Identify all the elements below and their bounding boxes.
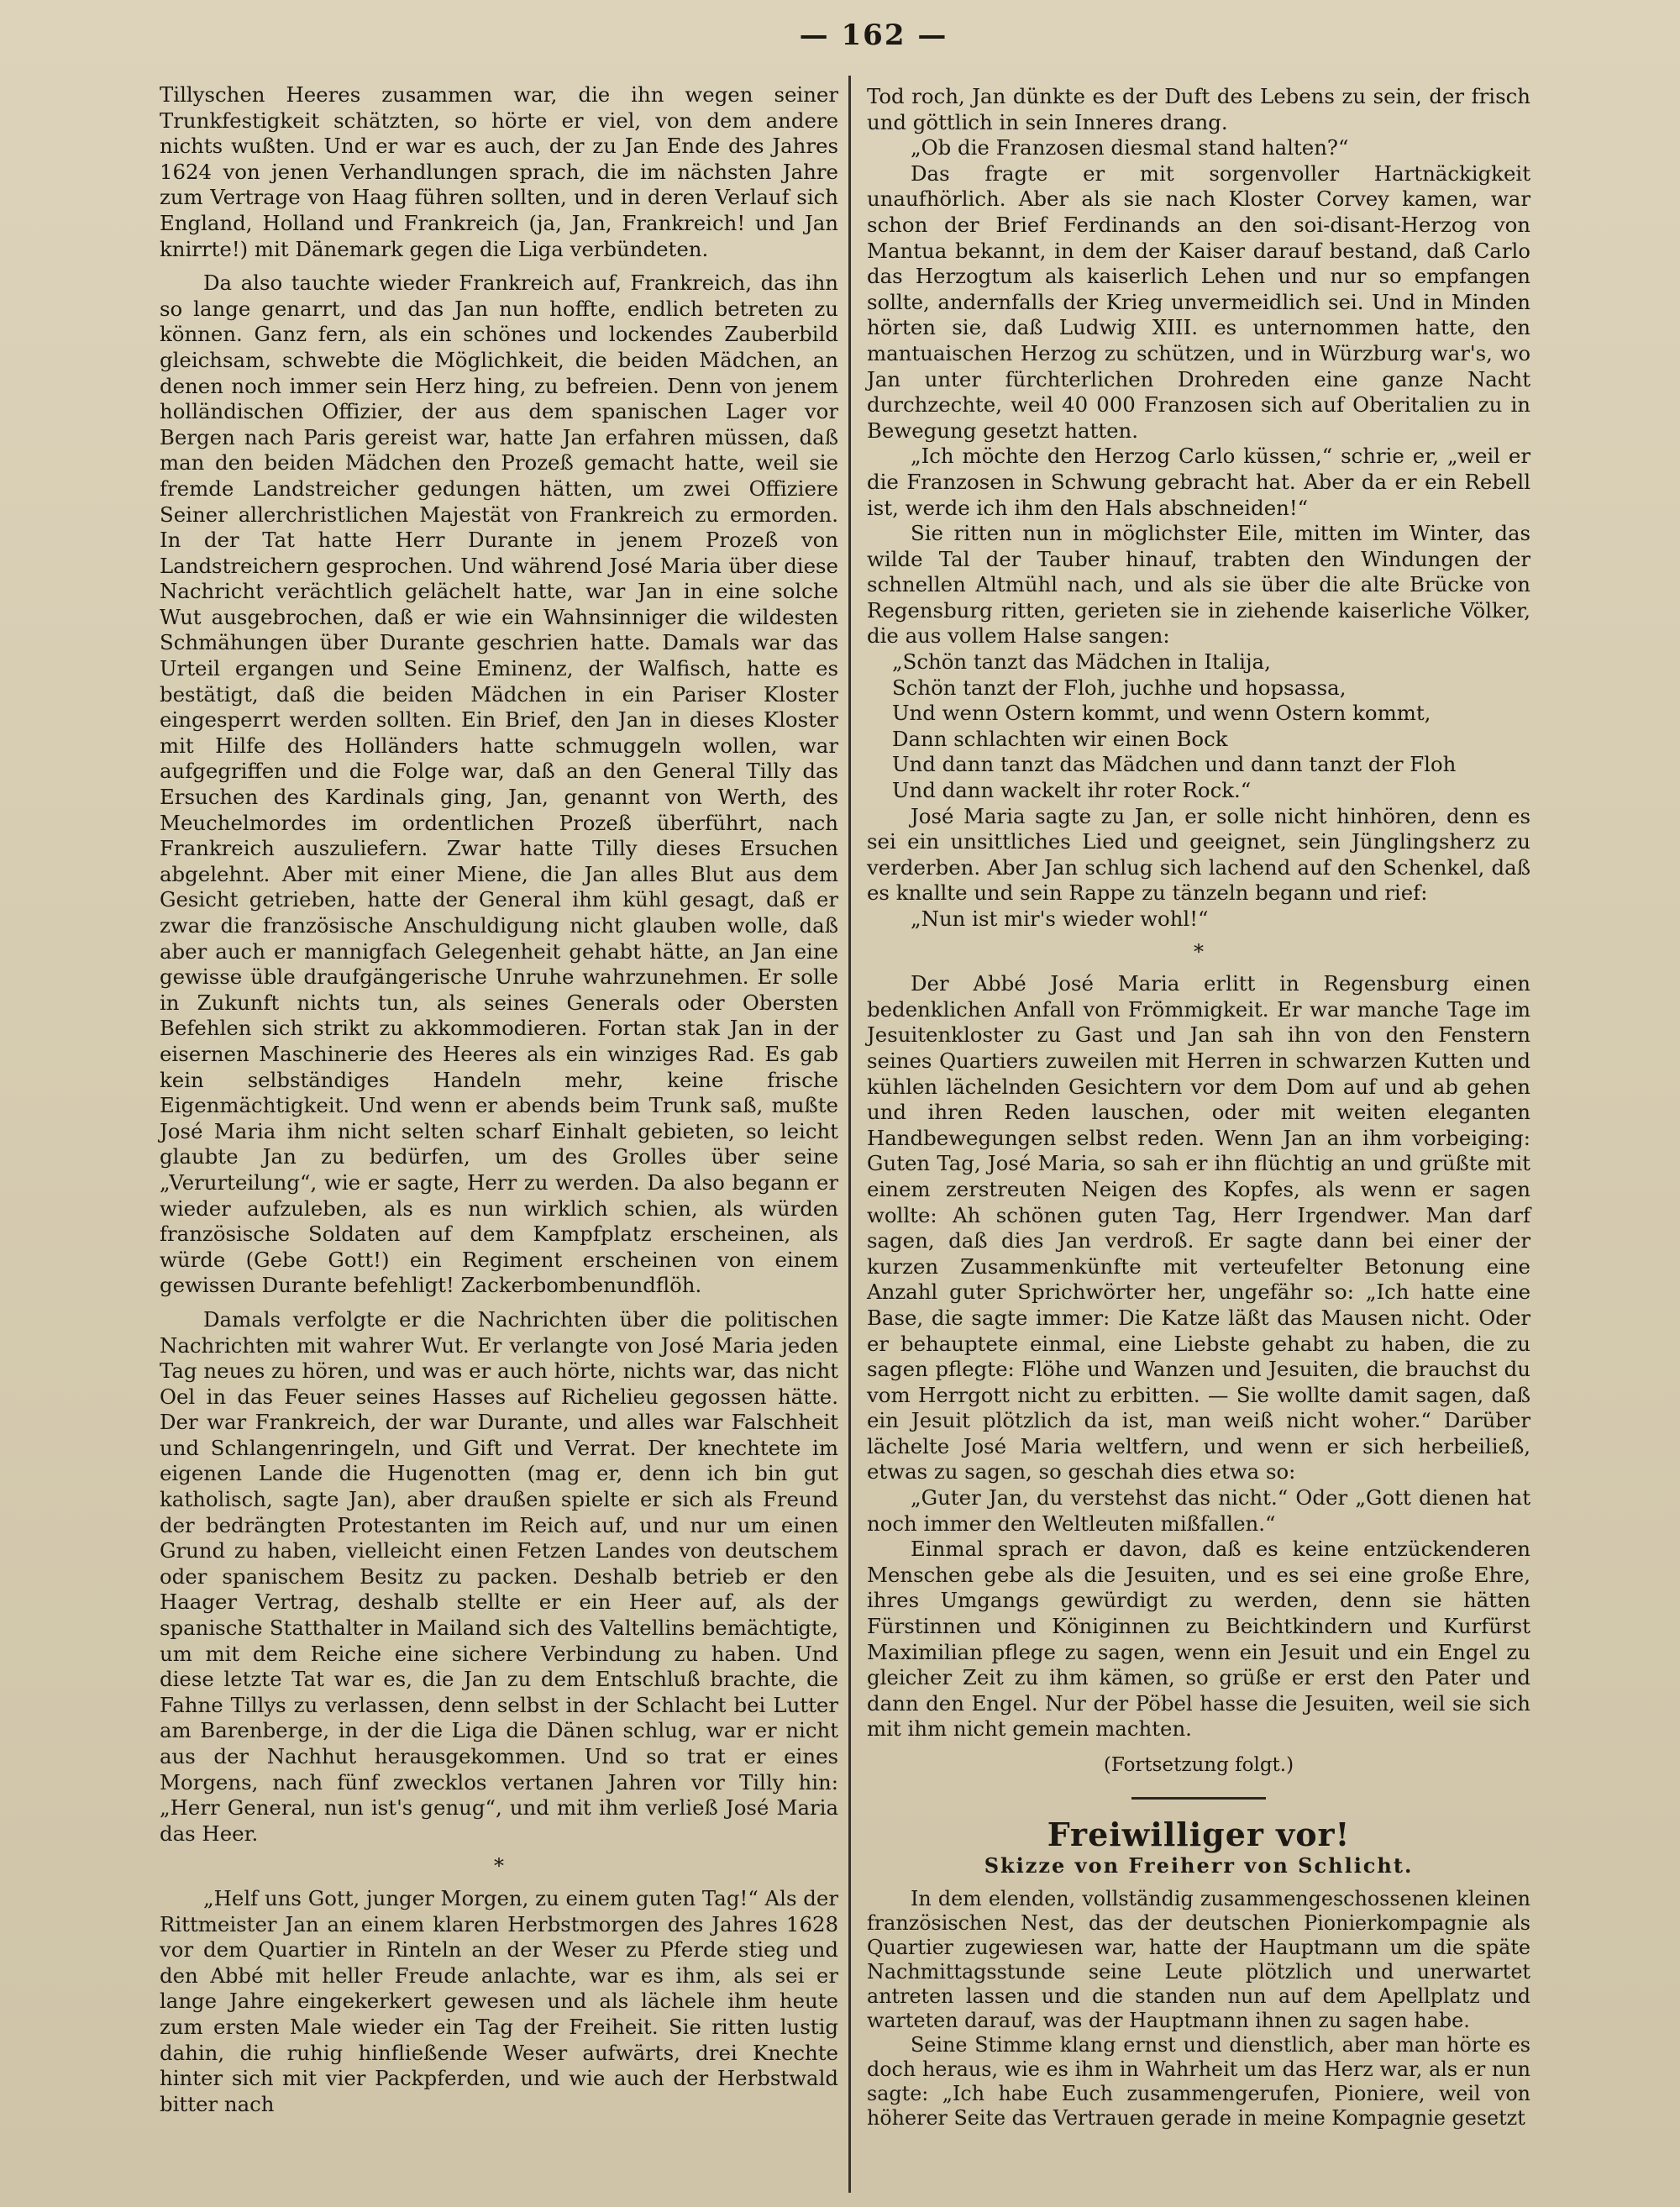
paragraph: Sie ritten nun in möglichster Eile, mitten im Winter, das wilde Tal der Tauber hinauf, trabten den Windungen der schnellen Altmühl nach, und als sie über die alte Brücke von Regensburg ritten, gerieten sie in ziehende kaiserliche Völker, die aus vollem Halse sangen: xyxy=(867,521,1530,649)
section-divider-star: * xyxy=(494,1854,504,1879)
paragraph: Einmal sprach er davon, daß es keine entzückenderen Menschen gebe als die Jesuiten, und es sei eine große Ehre, ihres Umgangs gewürdigt zu werden, denn sie hätten Fürstinnen und Königinnen zu Beichtkindern und Kurfürst Maximilian pflege zu sagen, wenn ein Jesuit und ein Engel zu gleicher Zeit zu ihm kämen, so grüße er erst den Pater und dann den Engel. Nur der Pöbel hasse die Jesuiten, weil sie sich mit ihm nicht gemein machten. xyxy=(867,1537,1530,1742)
paragraph: Seine Stimme klang ernst und dienstlich, aber man hörte es doch heraus, wie es ihm in Wahrheit um das Herz war, als er nun sagte: „Ich habe Euch zusammengerufen, Pioniere, weil von höherer Seite das Vertrauen gerade in meine Kompagnie gesetzt xyxy=(867,2033,1530,2131)
verse-line: Und dann tanzt das Mädchen und dann tanzt der Floh xyxy=(892,752,1457,777)
paragraph: In dem elenden, vollständig zusammengeschossenen kleinen französischen Nest, das der deutschen Pionierkompagnie als Quartier zugewiesen war, hatte der Hauptmann um die späte Nachmittagsstunde seine Leute plötzlich und unerwartet antreten lassen und die standen nun auf dem Apellplatz und warteten darauf, was der Hauptmann ihnen zu sagen habe. xyxy=(867,1887,1530,2033)
left-column xyxy=(160,82,838,2183)
section-divider-star: * xyxy=(1194,939,1204,964)
paragraph: Tod roch, Jan dünkte es der Duft des Lebens zu sein, der frisch und göttlich in sein Inneres drang. xyxy=(867,84,1530,134)
paragraph: Damals verfolgte er die Nachrichten über die politischen Nachrichten mit wahrer Wut. Er verlangte von José Maria jeden Tag neues zu hören, und was er auch hörte, nichts war, das nicht Oel in das Feuer seines Hasses auf Richelieu gegossen hätte. Der war Frankreich, der war Durante, und alles war Falschheit und Schlangenringeln, und Gift und Verrat. Der knechtete im eigenen Lande die Hugenotten (mag er, denn ich bin gut katholisch, sagte Jan), aber draußen spielte er sich als Freund der bedrängten Protestanten im Reich auf, und nur um einen Grund zu haben, vielleicht einen Fetzen Landes von deutschem oder spanischem Besitz zu packen. Deshalb betrieb er den Haager Vertrag, deshalb stellte er ein Heer auf, als der spanische Statthalter in Mailand sich des Valtellins bemächtigte, um mit dem Reiche eine sichere Verbindung zu haben. Und diese letzte Tat war es, die Jan zu dem Entschluß brachte, die Fahne Tillys zu verlassen, denn selbst in der Schlacht bei Lutter am Barenberge, in der die Liga die Dänen schlug, war er nicht aus der Nachhut herausgekommen. Und so trat er eines Morgens, nach fünf zwecklos vertanen Jahren vor Tilly hin: „Herr General, nun ist's genug“, und mit ihm verließ José Maria das Heer. xyxy=(160,1306,838,1846)
paragraph: Tillyschen Heeres zusammen war, die ihn wegen seiner Trunkfestigkeit schätzten, so hörte er viel, von dem andere nichts wußten. Und er war es auch, der zu Jan Ende des Jahres 1624 von jenen Verhandlungen sprach, die im nächsten Jahre zum Vertrage von Haag führen sollten, und in deren Verlauf sich England, Holland und Frankreich (ja, Jan, Frankreich! und Jan knirrte!) mit Dänemark gegen die Liga verbündeten. xyxy=(160,82,838,261)
paragraph: „Nun ist mir's wieder wohl!“ xyxy=(911,906,1209,931)
paragraph: Das fragte er mit sorgenvoller Hartnäckigkeit unaufhörlich. Aber als sie nach Kloster Corvey kamen, war schon der Brief Ferdinands an den soi-disant-Herzog von Mantua bekannt, in dem der Kaiser darauf bestand, daß Carlo das Herzogtum als kaiserlich Lehen und nur so empfangen sollte, andernfalls der Krieg unvermeidlich sei. Und in Minden hörten sie, daß Ludwig XIII. es unternommen hatte, den mantuaischen Herzog zu schützen, und in Würzburg war's, wo Jan unter fürchterlichen Drohreden eine ganze Nacht durchzechte, weil 40 000 Franzosen sich auf Oberitalien zu in Bewegung gesetzt hatten. xyxy=(867,160,1530,443)
verse-line: Schön tanzt der Floh, juchhe und hopsassa, xyxy=(892,675,1347,700)
paragraph: Der Abbé José Maria erlitt in Regensburg einen bedenklichen Anfall von Frömmigkeit. Er war manche Tage im Jesuitenkloster zu Gast und Jan sah ihn von den Fenstern seines Quartiers zuweilen mit Herren in schwarzen Kutten und kühlen lächelnden Gesichtern vor dem Dom auf und ab gehen und ihren Reden lauschen, oder mit weiten eleganten Handbewegungen selbst reden. Wenn Jan an ihm vorbeiging: Guten Tag, José Maria, so sah er ihn flüchtig an und grüßte mit einem zerstreuten Neigen des Kopfes, als wenn er sagen wollte: Ah schönen guten Tag, Herr Irgendwer. Man darf sagen, daß dies Jan verdroß. Er sagte dann bei einer der kurzen Zusammenkünfte mit verteufelter Betonung eine Anzahl guter Sprichwörter her, ungefähr so: „Ich hatte eine Base, die sagte immer: Die Katze läßt das Mausen nicht. Oder er behauptete einmal, eine Liebste gehabt zu haben, die zu sagen pflegte: Flöhe und Wanzen und Jesuiten, die brauchst du vom Herrgott nicht zu erbitten. — Sie wollte damit sagen, daß ein Jesuit plötzlich da ist, man weiß nicht woher.“ Darüber lächelte José Maria weltfern, und wenn er sich herbeiließ, etwas zu sagen, so geschah dies etwa so: xyxy=(867,971,1530,1484)
paragraph: „Ich möchte den Herzog Carlo küssen,“ schrie er, „weil er die Franzosen in Schwung gebracht hat. Aber da er ein Rebell ist, werde ich ihm den Hals abschneiden!“ xyxy=(867,444,1530,520)
verse-line: Und wenn Ostern kommt, und wenn Ostern kommt, xyxy=(892,701,1431,726)
paragraph: José Maria sagte zu Jan, er solle nicht hinhören, denn es sei ein unsittliches Lied und geeignet, sein Jünglingsherz zu verderben. Aber Jan schlug sich lachend auf den Schenkel, daß es knallte und sein Rappe zu tänzeln begann und rief: xyxy=(867,803,1530,906)
verse-line: „Schön tanzt das Mädchen in Italija, xyxy=(892,649,1271,675)
right-column xyxy=(867,84,1530,2193)
story-title: Freiwilliger vor! xyxy=(1047,1815,1351,1853)
paragraph: Da also tauchte wieder Frankreich auf, Frankreich, das ihn so lange genarrt, und das Jan nun hoffte, endlich betreten zu können. Ganz fern, als ein schönes und lockendes Zauberbild gleichsam, schwebte die Möglichkeit, die beiden Mädchen, an denen noch immer sein Herz hing, zu befreien. Denn von jenem holländischen Offizier, der aus dem spanischen Lager vor Bergen nach Paris gereist war, hatte Jan erfahren müssen, daß man den beiden Mädchen den Prozeß gemacht hatte, weil sie fremde Landstreicher gedungen hätten, um zwei Offiziere Seiner allerchristlichen Majestät von Frankreich zu ermorden. In der Tat hatte Herr Durante in jenem Prozeß von Landstreichern gesprochen. Und während José Maria über diese Nachricht verächtlich gelächelt hatte, war Jan in eine solche Wut ausgebrochen, daß er wie ein Wahnsinniger die wildesten Schmähungen über Durante geschrien hatte. Damals war das Urteil ergangen und Seine Eminenz, der Walfisch, hatte es bestätigt, daß die beiden Mädchen in ein Pariser Kloster eingesperrt werden sollten. Ein Brief, den Jan in dieses Kloster mit Hilfe des Holländers hatte schmuggeln wollen, war aufgegriffen und die Folge war, daß an den General Tilly das Ersuchen des Kardinals ging, Jan, genannt von Werth, des Meuchelmordes im ordentlichen Prozeß überführt, nach Frankreich auszuliefern. Zwar hatte Tilly dieses Ersuchen abgelehnt. Aber mit einer Miene, die Jan alles Blut aus dem Gesicht getrieben, hatte der General ihm kühl gesagt, daß er zwar die französische Anschuldigung nicht glauben wolle, daß aber auch er mannigfach Gelegenheit gehabt hätte, an Jan eine gewisse üble draufgängerische Unruhe wahrzunehmen. Er solle in Zukunft nichts tun, als seines Generals oder Obersten Befehlen sich strikt zu akkommodieren. Fortan stak Jan in der eisernen Maschinerie des Heeres als ein winziges Rad. Es gab kein selbständiges Handeln mehr, keine frische Eigenmächtigkeit. Und wenn er abends beim Trunk saß, mußte José Maria ihm nicht selten scharf Einhalt gebieten, so leicht glaubte Jan zu bedürfen, um des Grolles über seine „Verurteilung“, wie er sagte, Herr zu werden. Da also begann er wieder aufzuleben, als es nun wirklich schien, als würden französische Soldaten auf dem Kampfplatz erscheinen, als würde (Gebe Gott!) ein Regiment erscheinen von einem gewissen Durante befehligt! Zackerbombenundflöh. xyxy=(160,271,838,1298)
continued-note: (Fortsetzung folgt.) xyxy=(1103,1754,1294,1776)
story-body xyxy=(867,1887,1530,2131)
page-number: — 162 — xyxy=(799,18,948,52)
paragraph: „Helf uns Gott, junger Morgen, zu einem guten Tag!“ Als der Rittmeister Jan an einem klaren Herbstmorgen des Jahres 1628 vor dem Quartier in Rinteln an der Weser zu Pferde stieg und den Abbé mit heller Freude anlachte, war es ihm, als sei er lange Jahre eingekerkert gewesen und als lächele ihm heute zum ersten Male wieder ein Tag der Freiheit. Sie ritten lustig dahin, die ruhig hinfließende Weser aufwärts, drei Knechte hinter sich mit vier Packpferden, und wie auch der Herbstwald bitter nach xyxy=(160,1885,838,2116)
story-byline: Skizze von Freiherr von Schlicht. xyxy=(984,1852,1414,1878)
paragraph: „Ob die Franzosen diesmal stand halten?“ xyxy=(911,135,1349,160)
song-verse xyxy=(867,649,1530,804)
verse-line: Dann schlachten wir einen Bock xyxy=(892,726,1228,751)
verse-line: Und dann wackelt ihr roter Rock.“ xyxy=(892,778,1252,803)
column-divider xyxy=(848,76,851,2193)
section-rule xyxy=(1131,1797,1266,1800)
paragraph: „Guter Jan, du verstehst das nicht.“ Oder „Gott dienen hat noch immer den Weltleuten mißfallen.“ xyxy=(867,1485,1530,1536)
